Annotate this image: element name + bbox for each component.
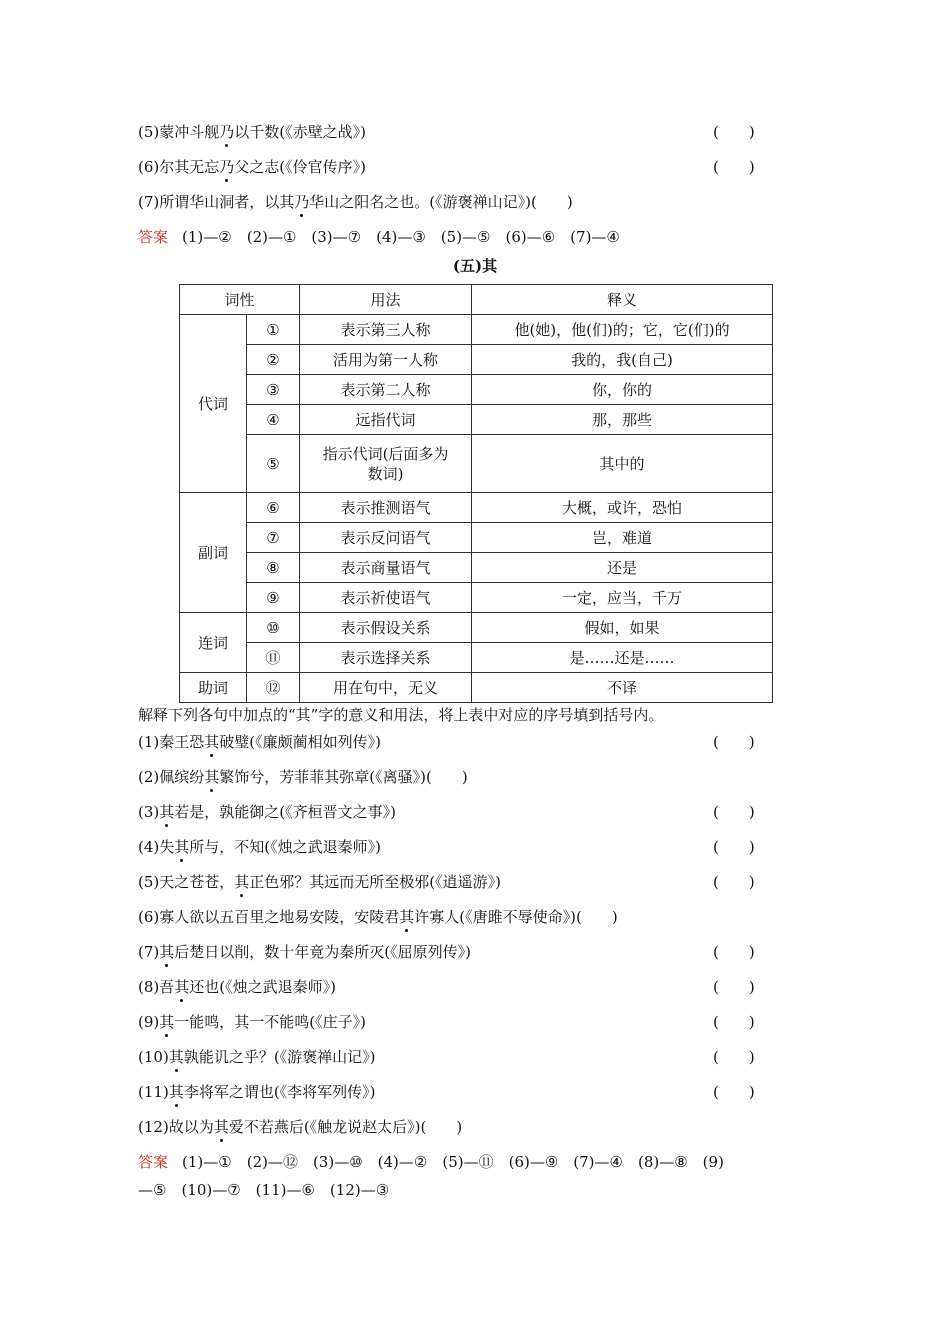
- emphasis-char: 其: [168, 1083, 184, 1101]
- meaning-cell: 一定，应当，千万: [472, 583, 773, 613]
- answer-blank[interactable]: ( ): [713, 803, 755, 821]
- usage-cell: 表示假设关系: [300, 613, 472, 643]
- usage-cell: 远指代词: [300, 405, 472, 435]
- question-item-1: (1)秦王恐其破璧(《廉颇蔺相如列传》): [138, 733, 381, 751]
- usage-cell: 表示反问语气: [300, 523, 472, 553]
- emphasis-char: 其: [213, 1118, 229, 1136]
- usage-cell: 活用为第一人称: [300, 345, 472, 375]
- usage-cell: 表示祈使语气: [300, 583, 472, 613]
- emphasis-char: 乃: [219, 158, 235, 176]
- emphasis-char: 乃: [219, 123, 235, 141]
- emphasis-char: 其: [204, 733, 220, 751]
- answer-blank[interactable]: ( ): [713, 1013, 755, 1031]
- question-item-8: (8)吾其还也(《烛之武退秦师》): [138, 978, 336, 996]
- header-pos: 词性: [180, 285, 300, 315]
- header-meaning: 释义: [472, 285, 773, 315]
- emphasis-char: 其: [159, 943, 175, 961]
- usage-cell: 指示代词(后面多为数词): [300, 435, 472, 493]
- usage-cell: 用在句中，无义: [300, 673, 472, 703]
- answer-blank[interactable]: ( ): [713, 873, 755, 891]
- answer-blank[interactable]: ( ): [713, 1048, 755, 1066]
- emphasis-char: 其: [399, 908, 415, 926]
- pos-cell: 助词: [180, 673, 247, 703]
- answer-line-1: 答案 (1)—② (2)—① (3)—⑦ (4)—③ (5)—⑤ (6)—⑥ (7)—④: [138, 228, 620, 246]
- pos-cell: 代词: [180, 315, 247, 493]
- emphasis-char: 其: [159, 803, 175, 821]
- answer-label: 答案: [138, 1153, 169, 1171]
- top-item-5: (5)蒙冲斗舰乃以千数(《赤壁之战》): [138, 123, 366, 141]
- meaning-cell: 是……还是……: [472, 643, 773, 673]
- question-item-5: (5)天之苍苍，其正色邪？其远而无所至极邪(《逍遥游》): [138, 873, 501, 891]
- usage-cell: 表示第三人称: [300, 315, 472, 345]
- meaning-cell: 你，你的: [472, 375, 773, 405]
- emphasis-char: 其: [159, 1013, 175, 1031]
- num-cell: ⑦: [247, 523, 300, 553]
- meaning-cell: 不译: [472, 673, 773, 703]
- emphasis-char: 乃: [294, 193, 310, 211]
- num-cell: ⑧: [247, 553, 300, 583]
- question-item-9: (9)其一能鸣，其一不能鸣(《庄子》): [138, 1013, 366, 1031]
- answer-blank[interactable]: ( ): [713, 978, 755, 996]
- meaning-cell: 岂，难道: [472, 523, 773, 553]
- top-item-6: (6)尔其无忘乃父之志(《伶官传序》): [138, 158, 366, 176]
- answer-blank[interactable]: ( ): [713, 733, 755, 751]
- pos-cell: 连词: [180, 613, 247, 673]
- instruction: 解释下列各句中加点的“其”字的意义和用法，将上表中对应的序号填到括号内。: [138, 706, 664, 724]
- answer-blank[interactable]: ( ): [713, 1083, 755, 1101]
- answer-line-2: 答案 (1)—① (2)—⑫ (3)—⑩ (4)—② (5)—⑪ (6)—⑨ (7)—④ (8)—⑧ (9): [138, 1153, 724, 1171]
- num-cell: ⑩: [247, 613, 300, 643]
- usage-cell: 表示第二人称: [300, 375, 472, 405]
- emphasis-char: 其: [204, 768, 220, 786]
- question-item-7: (7)其后楚日以削，数十年竟为秦所灭(《屈原列传》): [138, 943, 471, 961]
- question-item-2: (2)佩缤纷其繁饰兮，芳菲菲其弥章(《离骚》)( ): [138, 768, 468, 786]
- emphasis-char: 其: [174, 978, 190, 996]
- num-cell: ⑥: [247, 493, 300, 523]
- meaning-cell: 大概，或许，恐怕: [472, 493, 773, 523]
- section-title: (五)其: [452, 257, 498, 275]
- usage-cell: 表示商量语气: [300, 553, 472, 583]
- num-cell: ④: [247, 405, 300, 435]
- num-cell: ②: [247, 345, 300, 375]
- emphasis-char: 其: [234, 873, 250, 891]
- meaning-cell: 他(她)，他(们)的；它，它(们)的: [472, 315, 773, 345]
- question-item-12: (12)故以为其爱不若燕后(《触龙说赵太后》)( ): [138, 1118, 463, 1136]
- top-item-7: (7)所谓华山洞者，以其乃华山之阳名之也。(《游褒禅山记》)( ): [138, 193, 573, 211]
- question-item-3: (3)其若是，孰能御之(《齐桓晋文之事》): [138, 803, 396, 821]
- meaning-cell: 我的，我(自己): [472, 345, 773, 375]
- usage-cell: 表示推测语气: [300, 493, 472, 523]
- answer-line-2-cont: —⑤ (10)—⑦ (11)—⑥ (12)—③: [138, 1181, 390, 1199]
- answer-blank[interactable]: ( ): [713, 158, 755, 176]
- answer-blank[interactable]: ( ): [713, 943, 755, 961]
- num-cell: ⑨: [247, 583, 300, 613]
- question-item-6: (6)寡人欲以五百里之地易安陵，安陵君其许寡人(《唐雎不辱使命》)( ): [138, 908, 618, 926]
- meaning-cell: 其中的: [472, 435, 773, 493]
- meaning-cell: 假如，如果: [472, 613, 773, 643]
- usage-cell: 表示选择关系: [300, 643, 472, 673]
- emphasis-char: 其: [168, 1048, 184, 1066]
- answer-label: 答案: [138, 228, 169, 246]
- meaning-cell: 那，那些: [472, 405, 773, 435]
- answer-blank[interactable]: ( ): [713, 123, 755, 141]
- num-cell: ①: [247, 315, 300, 345]
- emphasis-char: 其: [174, 838, 190, 856]
- question-item-4: (4)失其所与，不知(《烛之武退秦师》): [138, 838, 381, 856]
- meaning-cell: 还是: [472, 553, 773, 583]
- pos-cell: 副词: [180, 493, 247, 613]
- answer-blank[interactable]: ( ): [713, 838, 755, 856]
- num-cell: ⑤: [247, 435, 300, 493]
- question-item-10: (10)其孰能讥之乎？(《游褒禅山记》): [138, 1048, 376, 1066]
- usage-table: [179, 284, 773, 703]
- num-cell: ③: [247, 375, 300, 405]
- num-cell: ⑪: [247, 643, 300, 673]
- question-item-11: (11)其李将军之谓也(《李将军列传》): [138, 1083, 376, 1101]
- num-cell: ⑫: [247, 673, 300, 703]
- header-usage: 用法: [300, 285, 472, 315]
